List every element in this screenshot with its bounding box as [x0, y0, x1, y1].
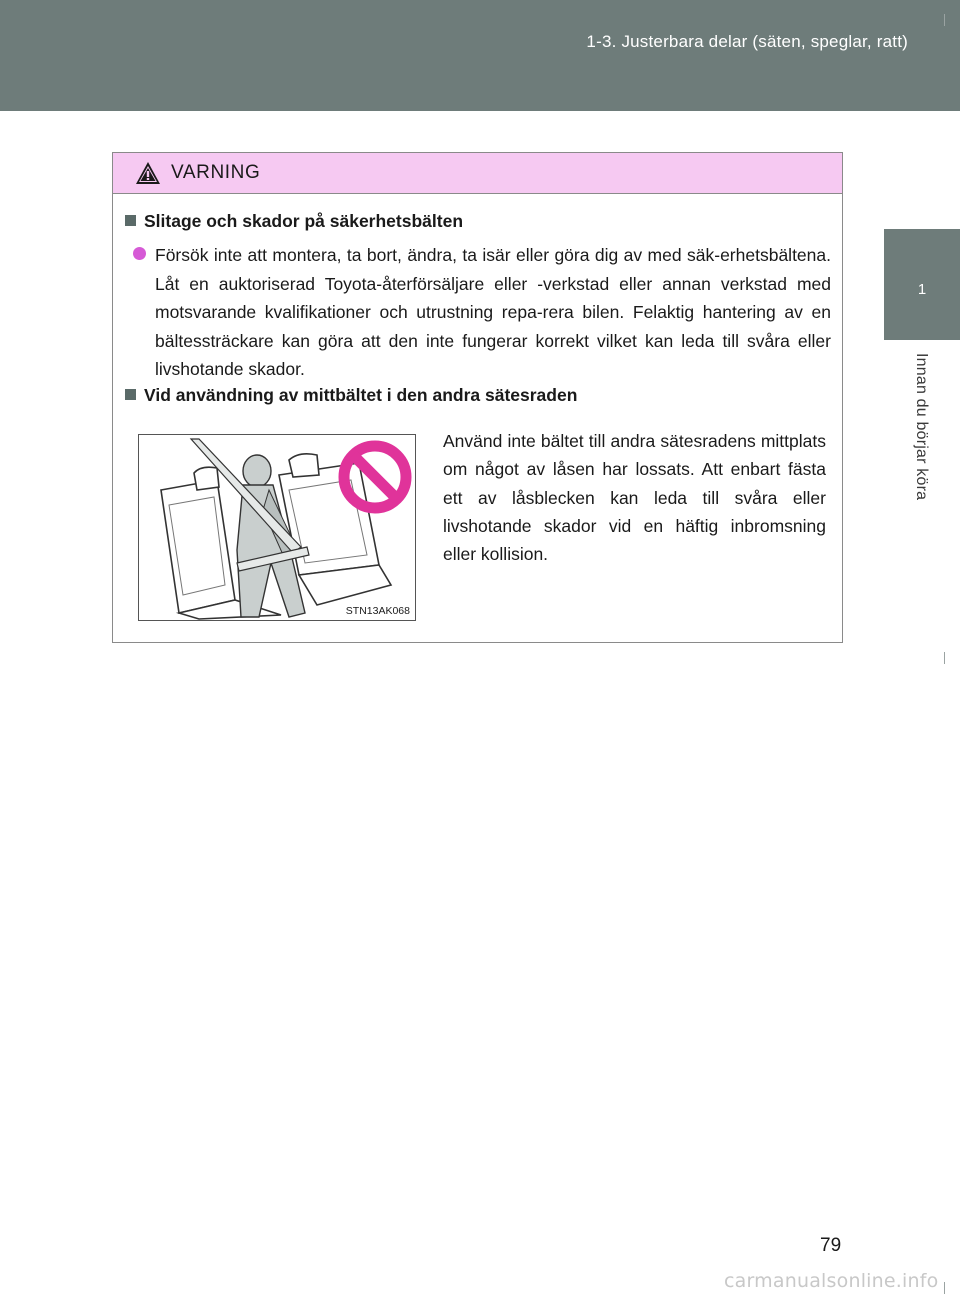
square-bullet-icon — [125, 215, 136, 226]
page-number: 79 — [820, 1235, 842, 1256]
section-heading-text: Vid användning av mittbältet i den andra sätesraden — [144, 385, 578, 405]
chapter-label: Innan du börjar köra — [913, 353, 930, 501]
section-heading — [125, 211, 463, 232]
rear-seat-drawing — [139, 435, 415, 620]
warning-title: VARNING — [171, 162, 261, 183]
bullet-text: Försök inte att montera, ta bort, ändra, ta isär eller göra dig av med säk-erhetsbältena. Låt en auktoriserad Toyota-återförsäljare eller -verkstad eller annan verkstad med motsvarande kvalifikationer och utrustning repa-rera bilen. Felaktig hantering av en bältessträckare kan göra att den inte fungerar korrekt vilket kan leda till svåra eller livshotande skador. — [155, 245, 831, 379]
list-item — [133, 241, 831, 384]
trim-mark — [944, 1282, 945, 1294]
seatbelt-illustration — [138, 434, 416, 621]
circle-bullet-icon — [133, 247, 146, 260]
square-bullet-icon — [125, 389, 136, 400]
section-heading — [125, 385, 577, 406]
trim-mark — [944, 652, 945, 664]
trim-mark — [944, 14, 945, 26]
warning-header — [113, 153, 842, 194]
chapter-title: 1-3. Justerbara delar (säten, speglar, ratt) — [586, 32, 908, 51]
warning-box — [112, 152, 843, 643]
section-text: Använd inte bältet till andra sätesradens mittplats om något av låsen har lossats. Att enbart fästa ett av låsblecken kan leda till svåra eller livshotande skador vid en häftig inbromsning eller kollision. — [443, 431, 826, 565]
image-caption: STN13AK068 — [345, 605, 410, 617]
section-heading-text: Slitage och skador på säkerhetsbälten — [144, 211, 464, 231]
warning-triangle-icon — [135, 161, 161, 185]
chapter-tab — [884, 229, 960, 340]
chapter-number: 1 — [917, 281, 927, 298]
watermark: carmanualsonline.info — [724, 1270, 939, 1292]
chapter-tab-label — [884, 343, 960, 593]
header-band — [0, 0, 960, 111]
